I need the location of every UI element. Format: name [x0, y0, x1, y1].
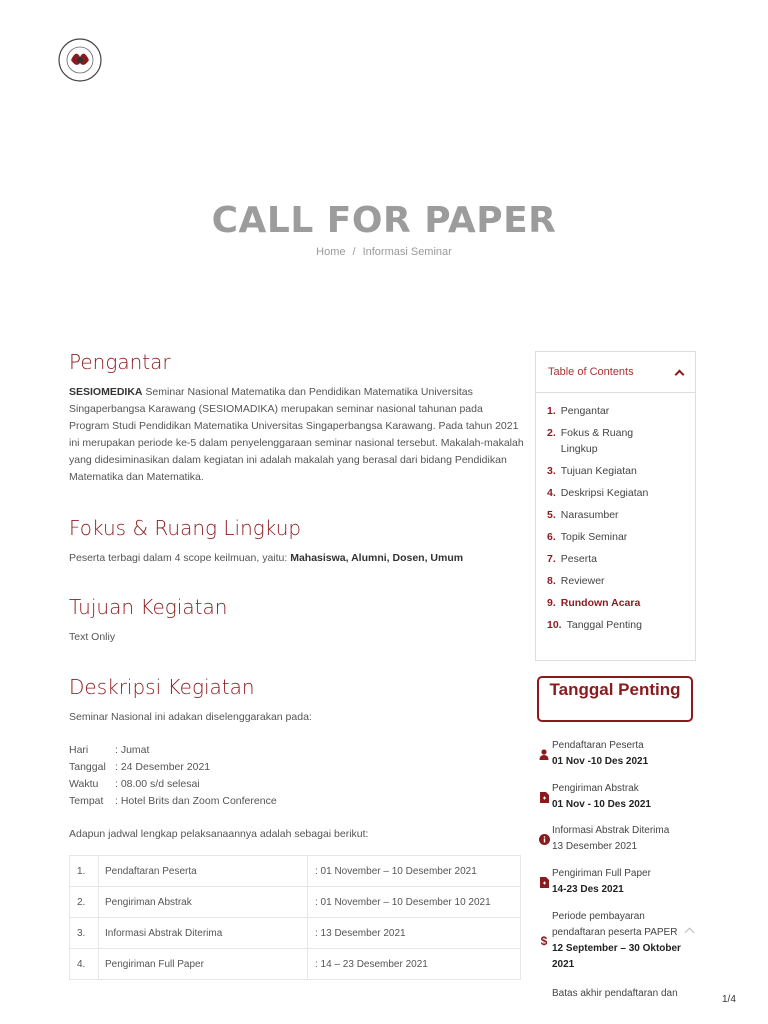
- schedule-intro: Adapun jadwal lengkap pelaksanaannya adalah sebagai berikut:: [69, 828, 369, 840]
- row-activity: Pengiriman Full Paper: [99, 949, 308, 980]
- toc-item-number: 10.: [547, 619, 562, 631]
- deskripsi-intro: Seminar Nasional ini adakan diselenggarakan pada:: [69, 711, 312, 723]
- fokus-paragraph: [69, 550, 524, 567]
- toc-item-active[interactable]: [547, 595, 685, 611]
- tujuan-paragraph: Text Onliy: [69, 631, 116, 643]
- toc-item-label: Rundown Acara: [560, 597, 641, 609]
- toc-item[interactable]: [547, 529, 685, 545]
- table-row: [70, 887, 521, 918]
- toc-item-label: Fokus & Ruang Lingkup: [560, 427, 634, 455]
- toc-item-number: 2.: [547, 427, 556, 439]
- toc-item-number: 7.: [547, 553, 556, 565]
- toc-list: [536, 393, 695, 633]
- toc-item-number: 9.: [547, 597, 556, 609]
- breadcrumb-current: Informasi Seminar: [362, 246, 452, 258]
- info-row: [69, 776, 524, 793]
- schedule-table: [69, 855, 521, 980]
- pengantar-paragraph: [69, 384, 524, 486]
- section-title-tujuan: Tujuan Kegiatan: [69, 595, 228, 619]
- date-item: [536, 823, 696, 855]
- toc-item[interactable]: [547, 507, 685, 523]
- info-value: : 08.00 s/d selesai: [115, 778, 200, 790]
- date-text: [552, 823, 669, 855]
- toc-item[interactable]: [547, 403, 685, 419]
- user-icon: [536, 738, 552, 770]
- table-row: [70, 856, 521, 887]
- section-tujuan: [69, 595, 524, 646]
- toc-item-label: Reviewer: [560, 575, 605, 587]
- row-date: : 14 – 23 Desember 2021: [308, 949, 521, 980]
- info-key: Waktu: [69, 778, 99, 790]
- toc-item-number: 5.: [547, 509, 556, 521]
- table-row: [70, 949, 521, 980]
- toc-item-label: Topik Seminar: [560, 531, 628, 543]
- section-fokus: [69, 516, 524, 567]
- date-value: 13 Desember 2021: [552, 841, 638, 852]
- row-date: : 01 November – 10 Desember 10 2021: [308, 887, 521, 918]
- date-label: Pengiriman Full Paper: [552, 868, 651, 879]
- info-value: : 24 Desember 2021: [115, 761, 211, 773]
- toc-item[interactable]: [547, 573, 685, 589]
- date-text: [552, 909, 684, 973]
- date-value: 01 Nov - 10 Des 2021: [552, 799, 651, 810]
- breadcrumb: [0, 246, 768, 258]
- toc-title: Table of Contents: [548, 366, 634, 378]
- toc-item[interactable]: [547, 463, 685, 479]
- toc-item-label: Narasumber: [560, 509, 619, 521]
- row-number: 2.: [70, 887, 99, 918]
- fokus-body: Peserta terbagi dalam 4 scope keilmuan, yaitu:: [69, 552, 291, 564]
- pengantar-body: Seminar Nasional Matematika dan Pendidikan Matematika Universitas Singaperbangsa Karawang (SESIOMADIKA) merupakan seminar nasional tahunan pada Program Studi Pendidikan Matematika Universitas Singaperbangsa Karawang. Pada tahun 2021 ini merupakan periode ke-5 dalam penyelenggaraan seminar nasional tersebut. Makalah-makalah yang didesiminasikan dalam kegiatan ini adalah makalah yang berasal dari bidang Pendidikan Matematika dan Matematika.: [69, 386, 524, 483]
- row-date: : 01 November – 10 Desember 2021: [308, 856, 521, 887]
- section-title-pengantar: Pengantar: [69, 350, 171, 374]
- logo: [56, 35, 104, 85]
- info-row: [69, 793, 524, 810]
- breadcrumb-home-link[interactable]: Home: [316, 246, 346, 258]
- info-value: : Jumat: [115, 744, 150, 756]
- date-label: Informasi Abstrak Diterima: [552, 825, 670, 836]
- table-of-contents: [535, 351, 696, 661]
- date-text: [552, 738, 648, 770]
- event-info: [69, 742, 524, 810]
- info-icon: [536, 823, 552, 855]
- fokus-strong: Mahasiswa, Alumni, Dosen, Umum: [290, 552, 464, 564]
- info-key: Tempat: [69, 795, 104, 807]
- section-deskripsi: [69, 675, 524, 980]
- page-number: 1/4: [722, 994, 736, 1005]
- toc-item-number: 3.: [547, 465, 556, 477]
- toc-item[interactable]: [547, 425, 685, 457]
- dollar-icon: $: [540, 934, 548, 948]
- row-activity: Informasi Abstrak Diterima: [99, 918, 308, 949]
- section-title-deskripsi: Deskripsi Kegiatan: [69, 675, 255, 699]
- tanggal-penting-heading: Tanggal Penting: [537, 676, 693, 722]
- info-row: [69, 742, 524, 759]
- row-activity: Pengiriman Abstrak: [99, 887, 308, 918]
- section-title-fokus: Fokus & Ruang Lingkup: [69, 516, 302, 540]
- row-date: : 13 Desember 2021: [308, 918, 521, 949]
- toc-item-label: Tujuan Kegiatan: [560, 465, 637, 477]
- date-label: Periode pembayaran pendaftaran peserta PAPER: [552, 911, 678, 938]
- breadcrumb-separator: /: [352, 246, 356, 258]
- date-item: [536, 738, 696, 770]
- info-key: Tanggal: [69, 761, 106, 773]
- date-label: Pengiriman Abstrak: [552, 783, 639, 794]
- toc-item-number: 6.: [547, 531, 556, 543]
- date-item: [536, 866, 696, 898]
- info-value: : Hotel Brits dan Zoom Conference: [115, 795, 277, 807]
- row-number: 4.: [70, 949, 99, 980]
- section-pengantar: [69, 350, 524, 486]
- date-item: [536, 909, 696, 973]
- date-text: [552, 781, 651, 813]
- file-icon: [536, 866, 552, 898]
- date-item: [536, 986, 696, 1002]
- toc-item-label: Deskripsi Kegiatan: [560, 487, 649, 499]
- date-label: Pendaftaran Peserta: [552, 740, 644, 751]
- table-row: [70, 918, 521, 949]
- row-number: 1.: [70, 856, 99, 887]
- chevron-up-icon[interactable]: [675, 369, 685, 379]
- date-value: 12 September – 30 Oktober 2021: [552, 943, 681, 970]
- info-row: [69, 759, 524, 776]
- toc-item-number: 4.: [547, 487, 556, 499]
- row-number: 3.: [70, 918, 99, 949]
- date-value: 14-23 Des 2021: [552, 884, 624, 895]
- toc-item-number: 8.: [547, 575, 556, 587]
- row-activity: Pendaftaran Peserta: [99, 856, 308, 887]
- page-title: CALL FOR PAPER: [211, 200, 557, 241]
- toc-item-label: Peserta: [560, 553, 597, 565]
- toc-item-label: Pengantar: [560, 405, 610, 417]
- toc-header[interactable]: [536, 352, 695, 393]
- date-text: [552, 866, 651, 898]
- file-icon: [536, 781, 552, 813]
- toc-item[interactable]: [547, 617, 685, 633]
- date-text: [552, 986, 678, 1002]
- toc-item[interactable]: [547, 551, 685, 567]
- toc-item-number: 1.: [547, 405, 556, 417]
- toc-item[interactable]: [547, 485, 685, 501]
- toc-item-label: Tanggal Penting: [566, 619, 642, 631]
- pengantar-strong: SESIOMEDIKA: [69, 386, 143, 398]
- date-label: Batas akhir pendaftaran dan: [552, 988, 678, 999]
- date-item: [536, 781, 696, 813]
- info-key: Hari: [69, 744, 89, 756]
- date-value: 01 Nov -10 Des 2021: [552, 756, 649, 767]
